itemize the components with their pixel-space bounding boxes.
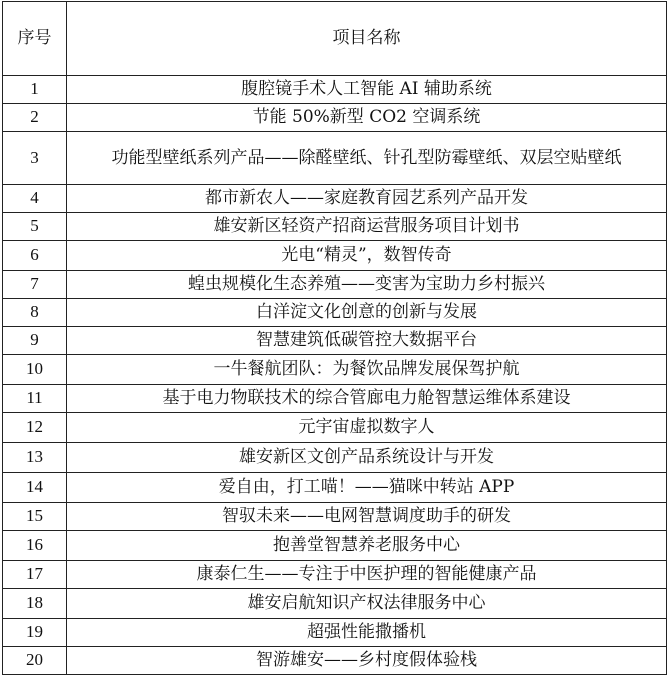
table-row xyxy=(3,647,667,675)
row-name: 智游雄安——乡村度假体验栈 xyxy=(67,647,667,675)
row-name: 雄安新区轻资产招商运营服务项目计划书 xyxy=(67,213,667,241)
row-index: 13 xyxy=(3,443,67,473)
table-row xyxy=(3,413,667,443)
header-index: 序号 xyxy=(3,2,67,76)
row-name: 超强性能撒播机 xyxy=(67,619,667,647)
table-row xyxy=(3,589,667,619)
row-index: 8 xyxy=(3,299,67,327)
table-row xyxy=(3,76,667,104)
row-index: 6 xyxy=(3,241,67,271)
table-row xyxy=(3,213,667,241)
row-index: 2 xyxy=(3,104,67,132)
row-index: 18 xyxy=(3,589,67,619)
table-row xyxy=(3,561,667,589)
row-name: 爱自由，打工喵！——猫咪中转站 APP xyxy=(67,473,667,503)
row-name: 雄安启航知识产权法律服务中心 xyxy=(67,589,667,619)
row-index: 15 xyxy=(3,503,67,531)
row-index: 3 xyxy=(3,132,67,185)
table-row xyxy=(3,241,667,271)
project-table xyxy=(2,1,667,675)
table-row xyxy=(3,185,667,213)
table-row xyxy=(3,385,667,413)
row-index: 7 xyxy=(3,271,67,299)
table-row xyxy=(3,619,667,647)
row-index: 5 xyxy=(3,213,67,241)
table-row xyxy=(3,531,667,561)
row-name: 一牛餐航团队：为餐饮品牌发展保驾护航 xyxy=(67,355,667,385)
row-name: 都市新农人——家庭教育园艺系列产品开发 xyxy=(67,185,667,213)
header-name: 项目名称 xyxy=(67,2,667,76)
row-index: 1 xyxy=(3,76,67,104)
table-row xyxy=(3,299,667,327)
row-index: 16 xyxy=(3,531,67,561)
row-index: 20 xyxy=(3,647,67,675)
row-index: 10 xyxy=(3,355,67,385)
table-row xyxy=(3,503,667,531)
table-row xyxy=(3,355,667,385)
row-name: 腹腔镜手术人工智能 AI 辅助系统 xyxy=(67,76,667,104)
row-name: 光电“精灵”，数智传奇 xyxy=(67,241,667,271)
row-name: 功能型壁纸系列产品——除醛壁纸、针孔型防霉壁纸、双层空贴壁纸 xyxy=(67,132,667,185)
row-index: 11 xyxy=(3,385,67,413)
row-index: 14 xyxy=(3,473,67,503)
row-name: 白洋淀文化创意的创新与发展 xyxy=(67,299,667,327)
table-row xyxy=(3,271,667,299)
row-name: 雄安新区文创产品系统设计与开发 xyxy=(67,443,667,473)
row-index: 17 xyxy=(3,561,67,589)
table-row xyxy=(3,132,667,185)
table-row xyxy=(3,104,667,132)
row-index: 19 xyxy=(3,619,67,647)
row-name: 智驭未来——电网智慧调度助手的研发 xyxy=(67,503,667,531)
row-name: 基于电力物联技术的综合管廊电力舱智慧运维体系建设 xyxy=(67,385,667,413)
row-index: 9 xyxy=(3,327,67,355)
table-row xyxy=(3,473,667,503)
header-row xyxy=(3,2,667,76)
row-index: 4 xyxy=(3,185,67,213)
row-name: 智慧建筑低碳管控大数据平台 xyxy=(67,327,667,355)
row-name: 康泰仁生——专注于中医护理的智能健康产品 xyxy=(67,561,667,589)
row-name: 蝗虫规模化生态养殖——变害为宝助力乡村振兴 xyxy=(67,271,667,299)
table-row xyxy=(3,327,667,355)
row-name: 抱善堂智慧养老服务中心 xyxy=(67,531,667,561)
table-row xyxy=(3,443,667,473)
row-name: 元宇宙虚拟数字人 xyxy=(67,413,667,443)
row-name: 节能 50%新型 CO2 空调系统 xyxy=(67,104,667,132)
row-index: 12 xyxy=(3,413,67,443)
